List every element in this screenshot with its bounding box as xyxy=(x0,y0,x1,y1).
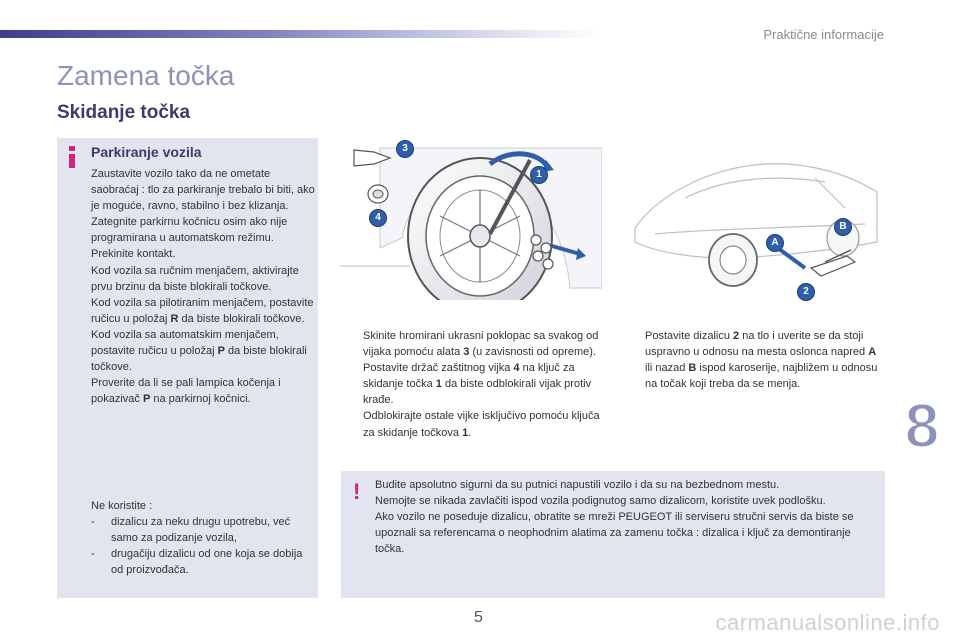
warning-icon: ! xyxy=(353,479,361,504)
callout-badge: 1 xyxy=(530,166,548,184)
panel-paragraph: Kod vozila sa pilotiranim menjačem, postavite ručicu u položaj R da biste blokirali točkove. xyxy=(91,296,314,325)
panel-body xyxy=(91,166,316,407)
warning-line: Ako vozilo ne poseduje dizalicu, obratite se mreži PEUGEOT ili serviseru stručni servis da biste se upoznali sa referencama o neophodnim alatima za zamenu točka : dizalica i ključ za demontiranje točka. xyxy=(375,511,854,556)
panel-paragraph: Kod vozila sa ručnim menjačem, aktivirajte prvu brzinu da biste blokirali točkove. xyxy=(91,264,299,293)
panel-paragraph: Prekinite kontakt. xyxy=(91,248,176,261)
step-item: Skinite hromirani ukrasni poklopac sa svakog od vijaka pomoću alata 3 (u zavisnosti od opreme). xyxy=(363,330,599,359)
watermark: carmanualsonline.info xyxy=(715,610,940,635)
panel-paragraph: Proverite da li se pali lampica kočenja i pokazivač P na parkirnoj kočnici. xyxy=(91,377,281,406)
note-item: - dizalicu za neku drugu upotrebu, već samo za podizanje vozila, xyxy=(91,516,291,545)
panel-heading: Parkiranje vozila xyxy=(91,144,202,160)
callout-badge: 4 xyxy=(369,209,387,227)
warning-line: Budite apsolutno sigurni da su putnici napustili vozilo i da su na bezbednom mestu. xyxy=(375,479,780,491)
section-title: Skidanje točka xyxy=(57,102,191,123)
panel-paragraph: Kod vozila sa automatskim menjačem, postavite ručicu u položaj P da biste blokirali točkove. xyxy=(91,328,307,374)
note-item: - drugačiju dizalicu od one koja se dobija od proizvođača. xyxy=(91,548,303,577)
steps-right xyxy=(623,328,885,392)
chapter-badge xyxy=(896,395,948,455)
callout-badge: 3 xyxy=(396,140,414,158)
callout-badge: B xyxy=(834,218,852,236)
page-title: Zamena točka xyxy=(57,60,235,91)
step-item: Postavite držač zaštitnog vijka 4 na ključ za skidanje točka 1 da biste odblokirali vijak protiv krađe. xyxy=(363,362,592,407)
panel-paragraph: Zaustavite vozilo tako da ne ometate saobraćaj : tlo za parkiranje trebalo bi biti, ako je moguće, ravno, stabilno i bez klizanja. xyxy=(91,168,315,213)
page-number: 5 xyxy=(474,609,483,626)
note-intro: Ne koristite : xyxy=(91,500,153,512)
header-bar xyxy=(0,30,600,38)
step-item: Postavite dizalicu 2 na tlo i uverite se da stoji uspravno u odnosu na mesta oslonca napred A ili nazad B ispod karoserije, najbližem u odnosu na točak koji treba da se menja. xyxy=(645,330,878,391)
panel-paragraph: Zategnite parkirnu kočnicu osim ako nije programirana u automatskom režimu. xyxy=(91,216,288,245)
warning-text xyxy=(375,477,875,557)
steps-left xyxy=(341,328,603,441)
step-item: Odblokirajte ostale vijke isključivo pomoću ključa za skidanje točkova 1. xyxy=(363,410,600,439)
section-header: Praktične informacije xyxy=(763,27,884,42)
warning-panel xyxy=(341,471,885,598)
callout-badge: A xyxy=(766,234,784,252)
info-panel xyxy=(57,138,318,598)
info-icon xyxy=(67,146,77,168)
note xyxy=(91,498,316,578)
warning-line: Nemojte se nikada zavlačiti ispod vozila podignutog samo dizalicom, koristite uvek podlošku. xyxy=(375,495,826,508)
callout-badge: 2 xyxy=(797,283,815,301)
chapter-number: 8 xyxy=(904,395,940,455)
